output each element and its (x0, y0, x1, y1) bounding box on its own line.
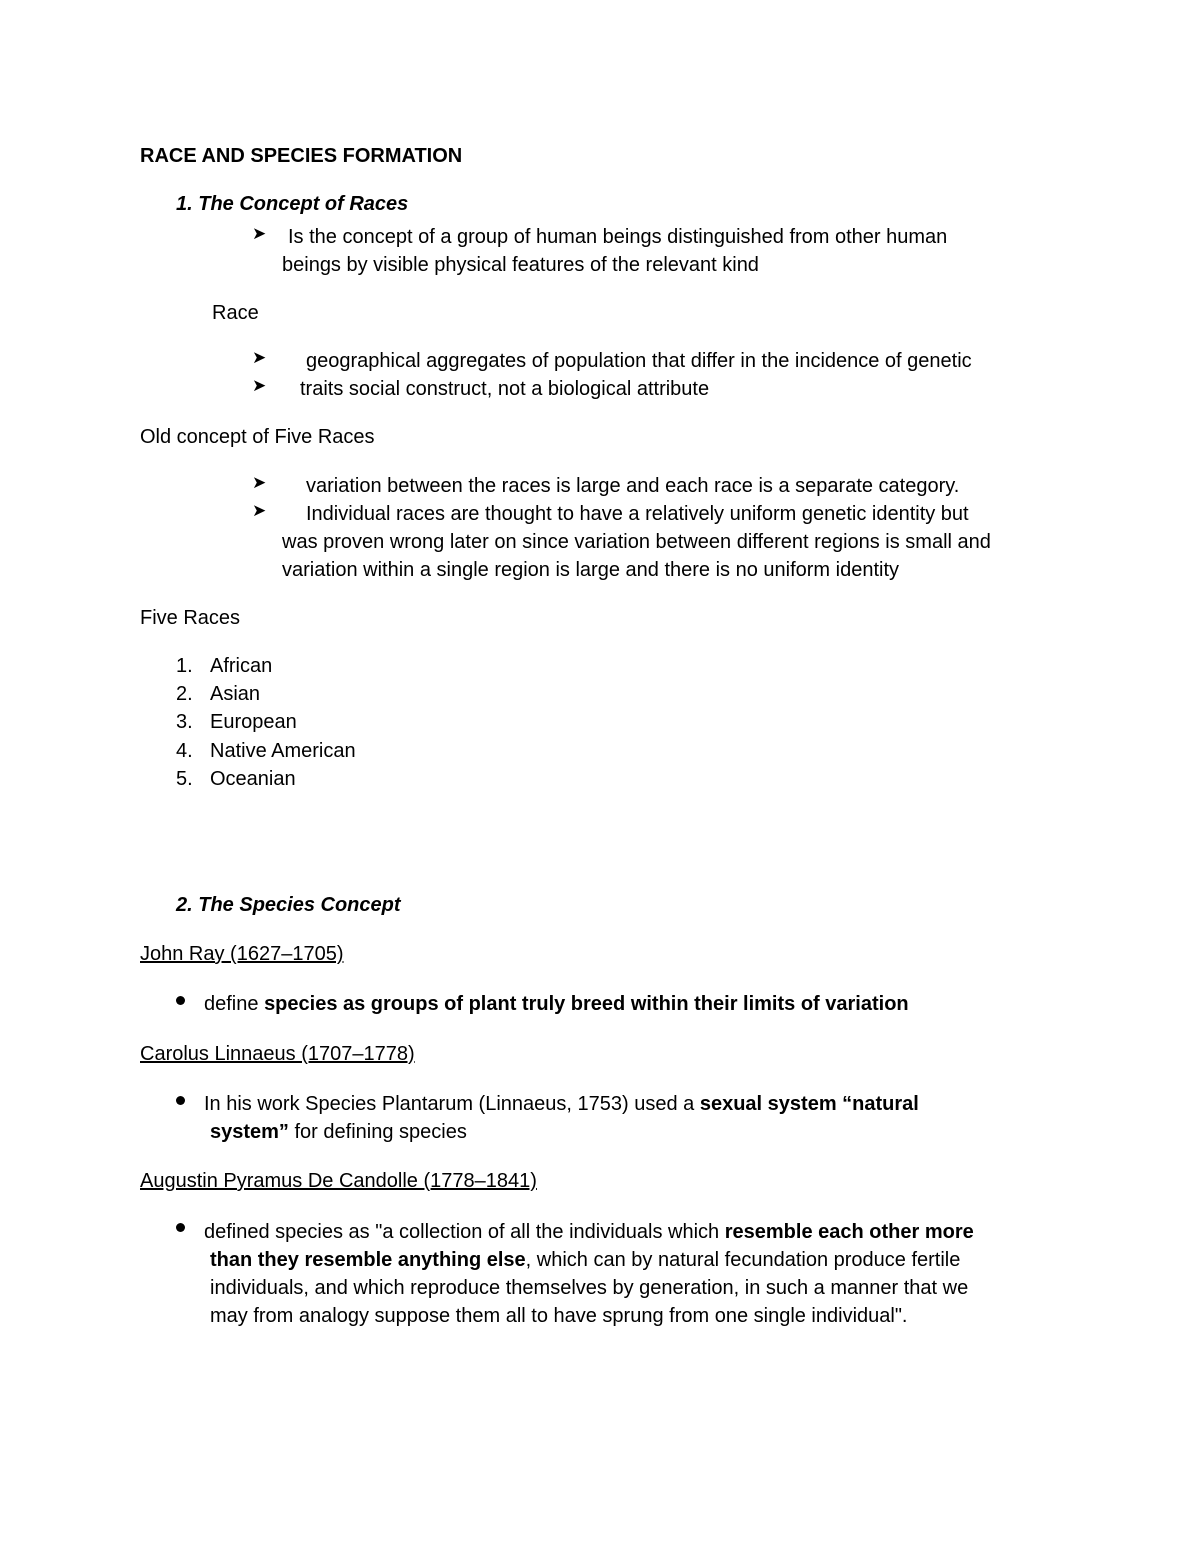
candolle-line-2: than they resemble anything else, which can by natural fecundation produce fertile (210, 1249, 961, 1271)
old-concept-point-1: variation between the races is large and each race is a separate category. (306, 475, 960, 497)
section-2-heading: 2. The Species Concept (176, 894, 401, 916)
candolle-heading: Augustin Pyramus De Candolle (1778–1841) (140, 1170, 537, 1192)
concept-definition-line-2: beings by visible physical features of the relevant kind (282, 254, 759, 276)
candolle-line-4: may from analogy suppose them all to have sprung from one single individual". (210, 1305, 908, 1327)
arrow-bullet-icon: ➤ (252, 376, 267, 395)
old-concept-point-2-line-1: Individual races are thought to have a relatively uniform genetic identity but (306, 503, 969, 525)
old-concept-label: Old concept of Five Races (140, 426, 375, 448)
list-item: 1. African (176, 655, 273, 677)
arrow-bullet-icon: ➤ (252, 473, 267, 492)
list-item: 3. European (176, 711, 297, 733)
section-1-heading: 1. The Concept of Races (176, 193, 409, 215)
bullet-icon (176, 1096, 185, 1105)
bullet-icon (176, 1223, 185, 1232)
list-item: 5. Oceanian (176, 768, 296, 790)
list-item: 4. Native American (176, 740, 356, 762)
john-ray-definition: define species as groups of plant truly breed within their limits of variation (204, 993, 909, 1015)
candolle-line-1: defined species as "a collection of all the individuals which resemble each other more (204, 1221, 974, 1243)
linnaeus-line-1: In his work Species Plantarum (Linnaeus, 1753) used a sexual system “natural (204, 1093, 919, 1115)
race-label: Race (212, 302, 259, 324)
race-point-2: traits social construct, not a biological attribute (300, 378, 710, 400)
race-point-1: geographical aggregates of population that differ in the incidence of genetic (306, 350, 972, 372)
john-ray-heading: John Ray (1627–1705) (140, 943, 344, 965)
arrow-bullet-icon: ➤ (252, 348, 267, 367)
arrow-bullet-icon: ➤ (252, 224, 267, 243)
arrow-bullet-icon: ➤ (252, 501, 267, 520)
concept-definition-line-1: Is the concept of a group of human beings distinguished from other human (288, 226, 948, 248)
five-races-label: Five Races (140, 607, 241, 629)
old-concept-point-2-line-3: variation within a single region is large and there is no uniform identity (282, 559, 900, 581)
linnaeus-heading: Carolus Linnaeus (1707–1778) (140, 1043, 415, 1065)
old-concept-point-2-line-2: was proven wrong later on since variation between different regions is small and (282, 531, 991, 553)
bullet-icon (176, 996, 185, 1005)
document-title: RACE AND SPECIES FORMATION (140, 145, 463, 167)
list-item: 2. Asian (176, 683, 261, 705)
linnaeus-line-2: system” for defining species (210, 1121, 467, 1143)
candolle-line-3: individuals, and which reproduce themselves by generation, in such a manner that we (210, 1277, 969, 1299)
